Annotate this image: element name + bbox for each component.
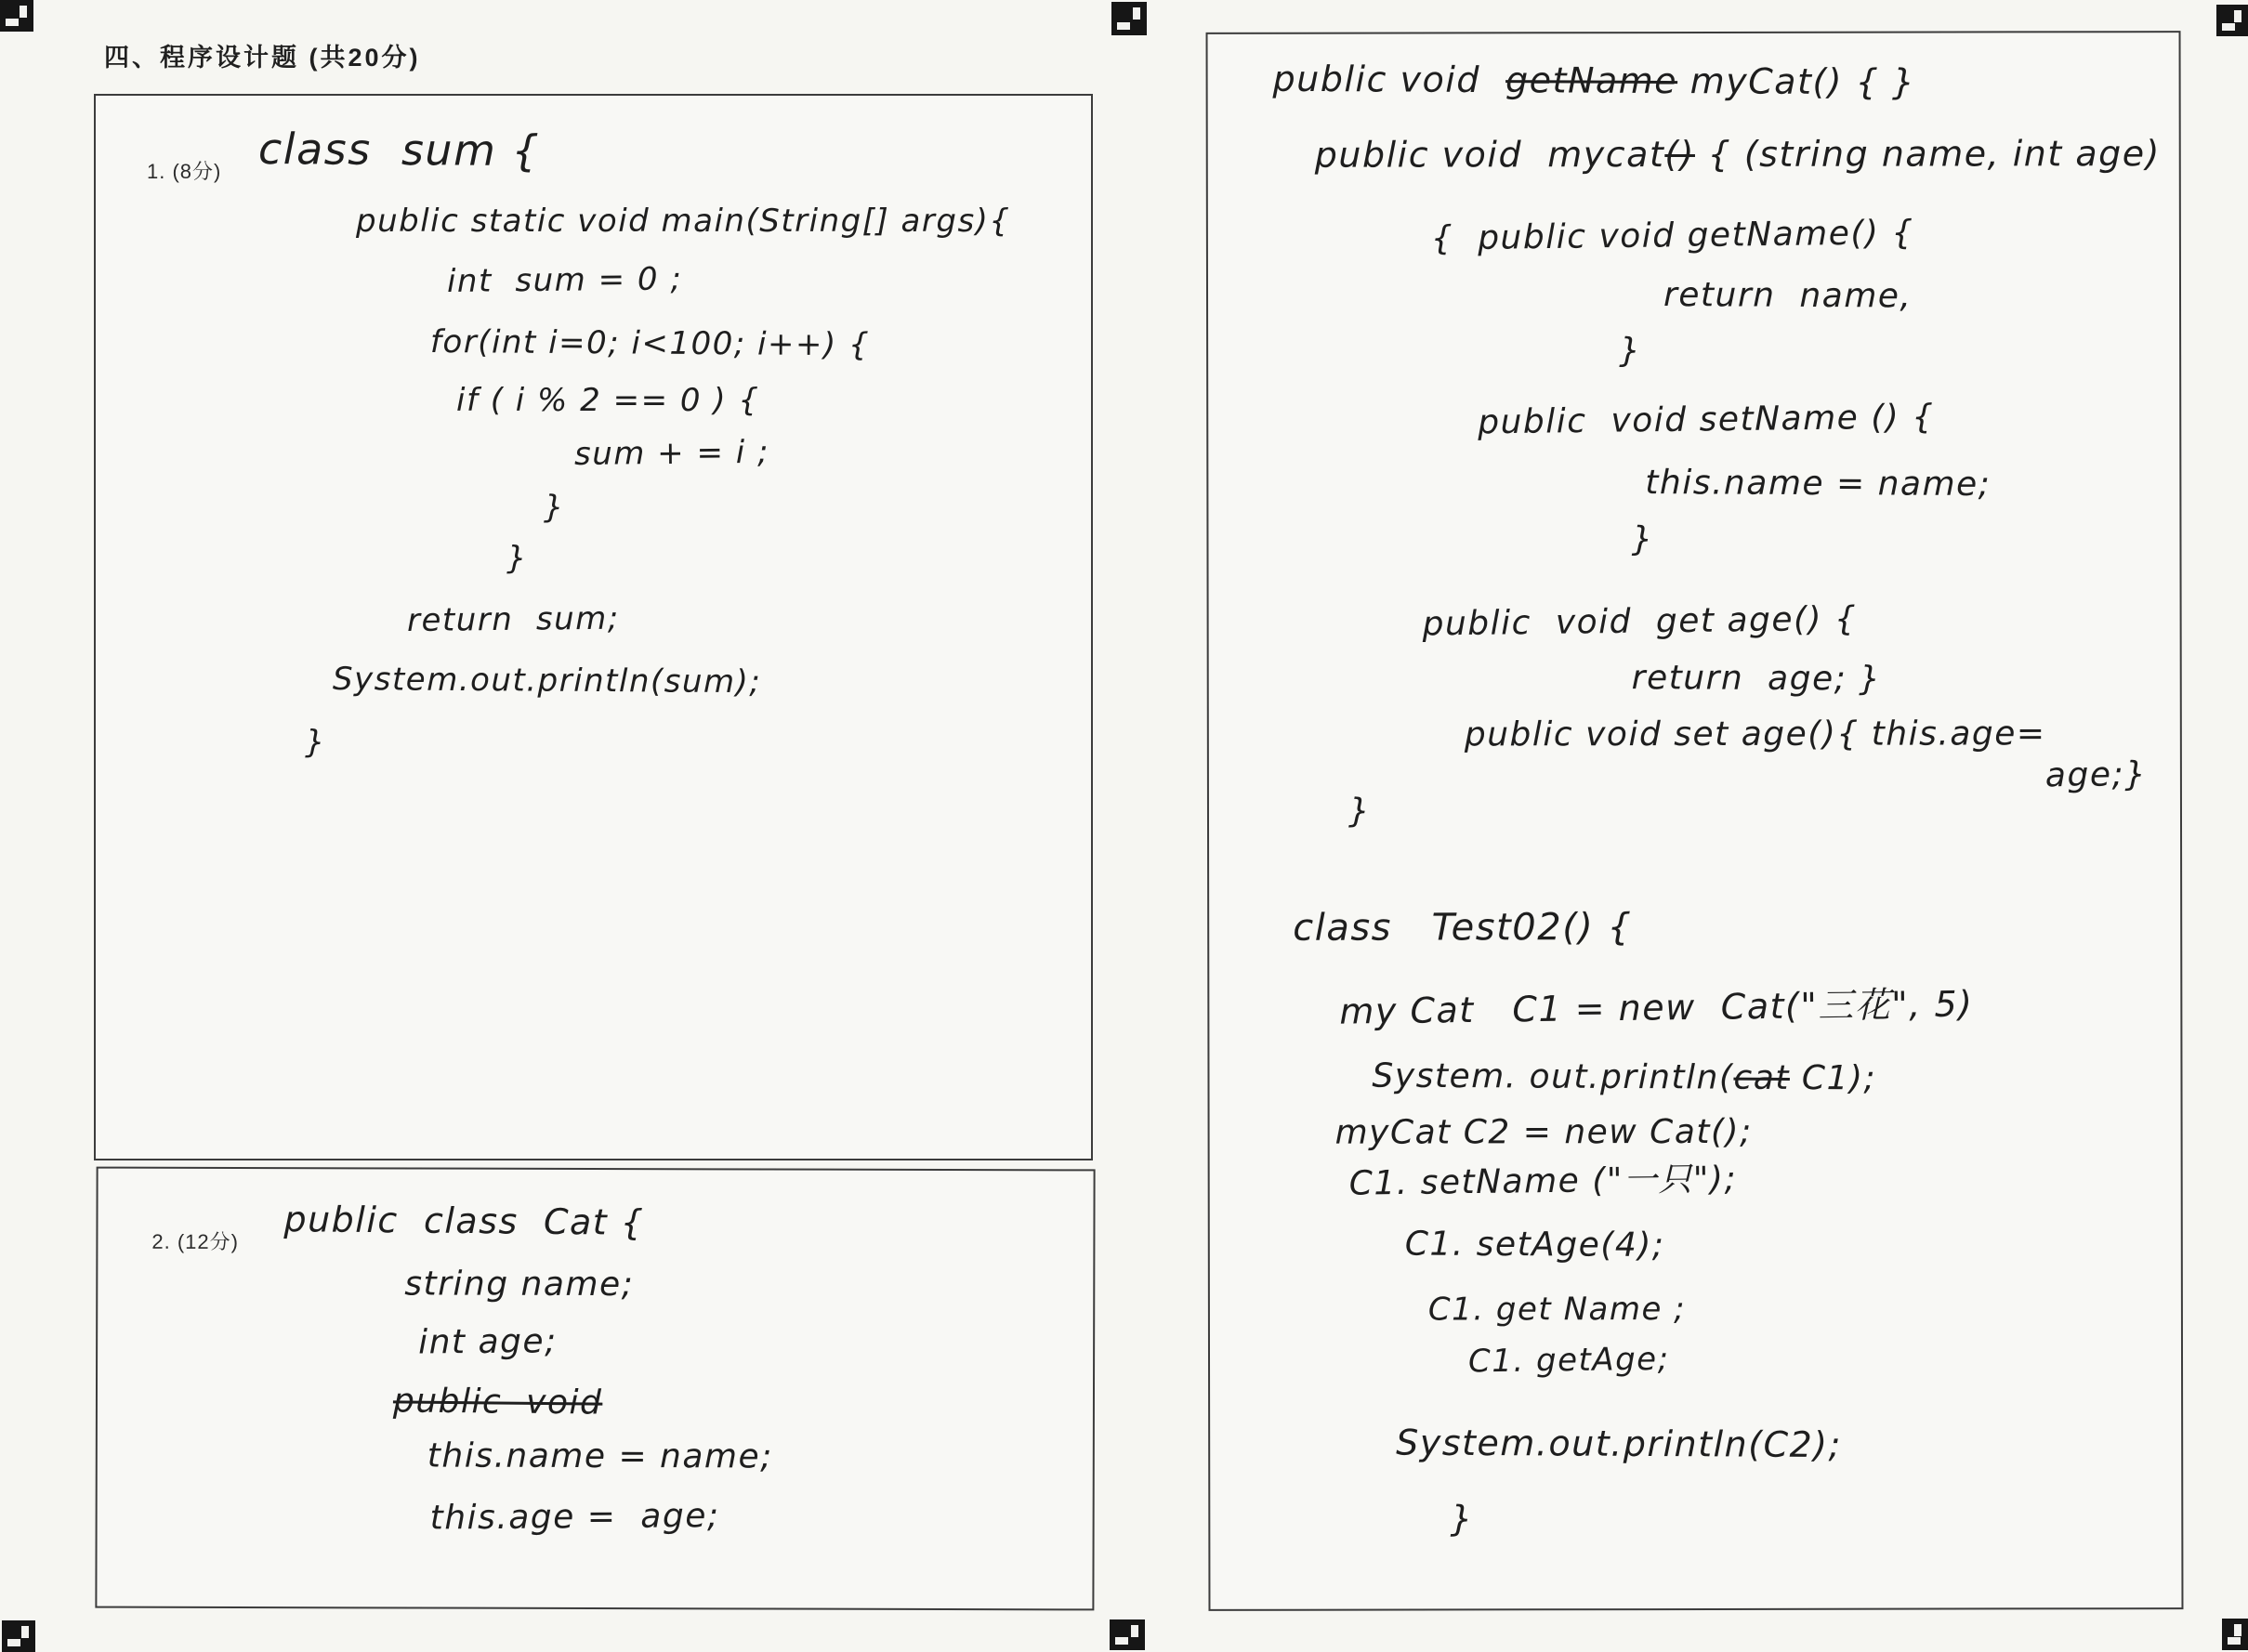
code-text: C1. setName ("一只"); xyxy=(1348,1160,1738,1203)
code-text: class Test02() { xyxy=(1293,906,1633,951)
code-text: this.age = age; xyxy=(429,1497,720,1538)
code-text: sum + = i ; xyxy=(573,434,770,474)
section-title: 四、程序设计题 (共20分) xyxy=(104,44,421,72)
code-line xyxy=(418,1318,1093,1363)
code-text: C1. get Name ; xyxy=(1427,1290,1687,1329)
code-text: public void mycat xyxy=(1314,133,1665,176)
code-text: my Cat C1 = new Cat("三花", 5) xyxy=(1339,983,1974,1032)
code-line xyxy=(544,489,1091,531)
code-text: this.name = name; xyxy=(1645,464,1992,504)
code-line xyxy=(258,124,1091,180)
code-text: } xyxy=(1631,520,1654,559)
code-line xyxy=(1428,1290,2181,1329)
question2-answer-box xyxy=(95,1167,1095,1611)
code-line xyxy=(356,203,1091,241)
code-line xyxy=(404,1264,1093,1305)
code-text: System. out.println( xyxy=(1372,1056,1734,1097)
struck-code-text: () xyxy=(1664,133,1696,175)
code-text: System.out.println(sum); xyxy=(332,660,762,701)
code-text: if ( i % 2 == 0 ) { xyxy=(456,381,760,419)
struck-code-text: public void xyxy=(392,1382,603,1423)
code-text: return name, xyxy=(1663,276,1913,316)
code-line xyxy=(1339,981,2180,1034)
code-line xyxy=(1396,1423,2181,1469)
code-line xyxy=(447,256,1091,301)
code-line xyxy=(1468,1334,2181,1381)
code-text: int sum = 0 ; xyxy=(446,260,683,300)
code-line xyxy=(283,1199,1093,1249)
fiducial-marker-bottom-middle-icon xyxy=(1110,1619,1145,1650)
code-text: return sum; xyxy=(406,599,620,639)
code-line xyxy=(430,323,1091,366)
code-text: C1); xyxy=(1789,1058,1877,1098)
page2-code xyxy=(1208,33,2182,1609)
code-line xyxy=(333,661,1091,703)
code-text: public void set age(){ this.age= xyxy=(1464,715,2046,754)
code-line xyxy=(1335,1111,2181,1153)
code-text: class sum { xyxy=(257,124,541,177)
code-line xyxy=(1422,596,2179,645)
code-text: public class Cat { xyxy=(283,1199,645,1243)
code-text: } xyxy=(543,489,566,527)
code-line xyxy=(407,595,1091,640)
struck-code-text: cat xyxy=(1733,1058,1791,1097)
code-line xyxy=(1405,1225,2181,1269)
question2-code xyxy=(97,1169,1093,1609)
code-text: public void setName () { xyxy=(1477,398,1935,442)
code-line xyxy=(506,540,1091,578)
code-text: this.name = name; xyxy=(427,1436,773,1476)
code-text: for(int i=0; i<100; i++) { xyxy=(429,322,871,364)
fiducial-marker-bottom-left-icon xyxy=(2,1620,35,1652)
code-text: age;} xyxy=(2044,754,2148,795)
code-text: { (string name, int age) xyxy=(1694,132,2162,175)
code-text: myCat C2 = new Cat(); xyxy=(1334,1112,1753,1152)
code-line xyxy=(1348,1154,2180,1204)
code-line xyxy=(305,724,1091,762)
code-line xyxy=(1645,463,2179,505)
question2-label: 2. (12分) xyxy=(151,1229,240,1253)
code-line xyxy=(574,431,1091,475)
code-line xyxy=(429,1493,1092,1539)
fiducial-marker-bottom-right-icon xyxy=(2222,1619,2248,1650)
code-line xyxy=(1465,714,2180,755)
code-text: string name; xyxy=(404,1265,635,1304)
code-text: int age; xyxy=(417,1322,558,1362)
code-line xyxy=(1450,1497,2181,1541)
code-text: } xyxy=(305,724,327,762)
fiducial-marker-top-left-icon xyxy=(0,0,33,32)
code-line xyxy=(1663,275,2179,318)
fiducial-marker-top-right-icon xyxy=(2216,5,2248,36)
code-text: { public void getName() { xyxy=(1430,214,1915,258)
struck-code-text: getName xyxy=(1505,59,1678,102)
question1-code xyxy=(96,96,1091,1159)
code-text: C1. getAge; xyxy=(1467,1341,1670,1381)
code-text: } xyxy=(506,539,529,577)
code-line xyxy=(456,382,1091,420)
code-text: C1. setAge(4); xyxy=(1404,1225,1665,1265)
code-text: } xyxy=(1347,792,1372,831)
code-text: myCat() { } xyxy=(1677,60,1916,103)
code-line xyxy=(1631,518,2179,559)
fiducial-marker-top-middle-icon xyxy=(1111,2,1147,35)
code-line xyxy=(427,1436,1093,1478)
question1-label: 1. (8分) xyxy=(147,160,222,183)
code-text: } xyxy=(1450,1498,1475,1540)
code-line xyxy=(393,1381,1093,1427)
code-line xyxy=(1293,904,2180,951)
question1-answer-box xyxy=(94,94,1093,1160)
code-text: public static void main(String[] args){ xyxy=(356,203,1011,241)
code-text: } xyxy=(1619,331,1642,370)
code-line xyxy=(1478,394,2179,442)
code-line xyxy=(1348,792,2180,836)
code-line xyxy=(1632,658,2180,701)
page2-answer-box xyxy=(1206,31,2184,1611)
code-text: return age; } xyxy=(1631,658,1882,699)
code-line xyxy=(1272,59,2178,106)
code-line xyxy=(2045,754,2181,795)
code-text: public void get age() { xyxy=(1422,600,1858,644)
code-line xyxy=(1372,1055,2180,1100)
code-text: System.out.println(C2); xyxy=(1396,1422,1842,1466)
code-line xyxy=(1431,210,2179,259)
code-line xyxy=(1619,330,2179,371)
code-line xyxy=(1315,133,2179,177)
code-text: public void xyxy=(1272,58,1506,101)
